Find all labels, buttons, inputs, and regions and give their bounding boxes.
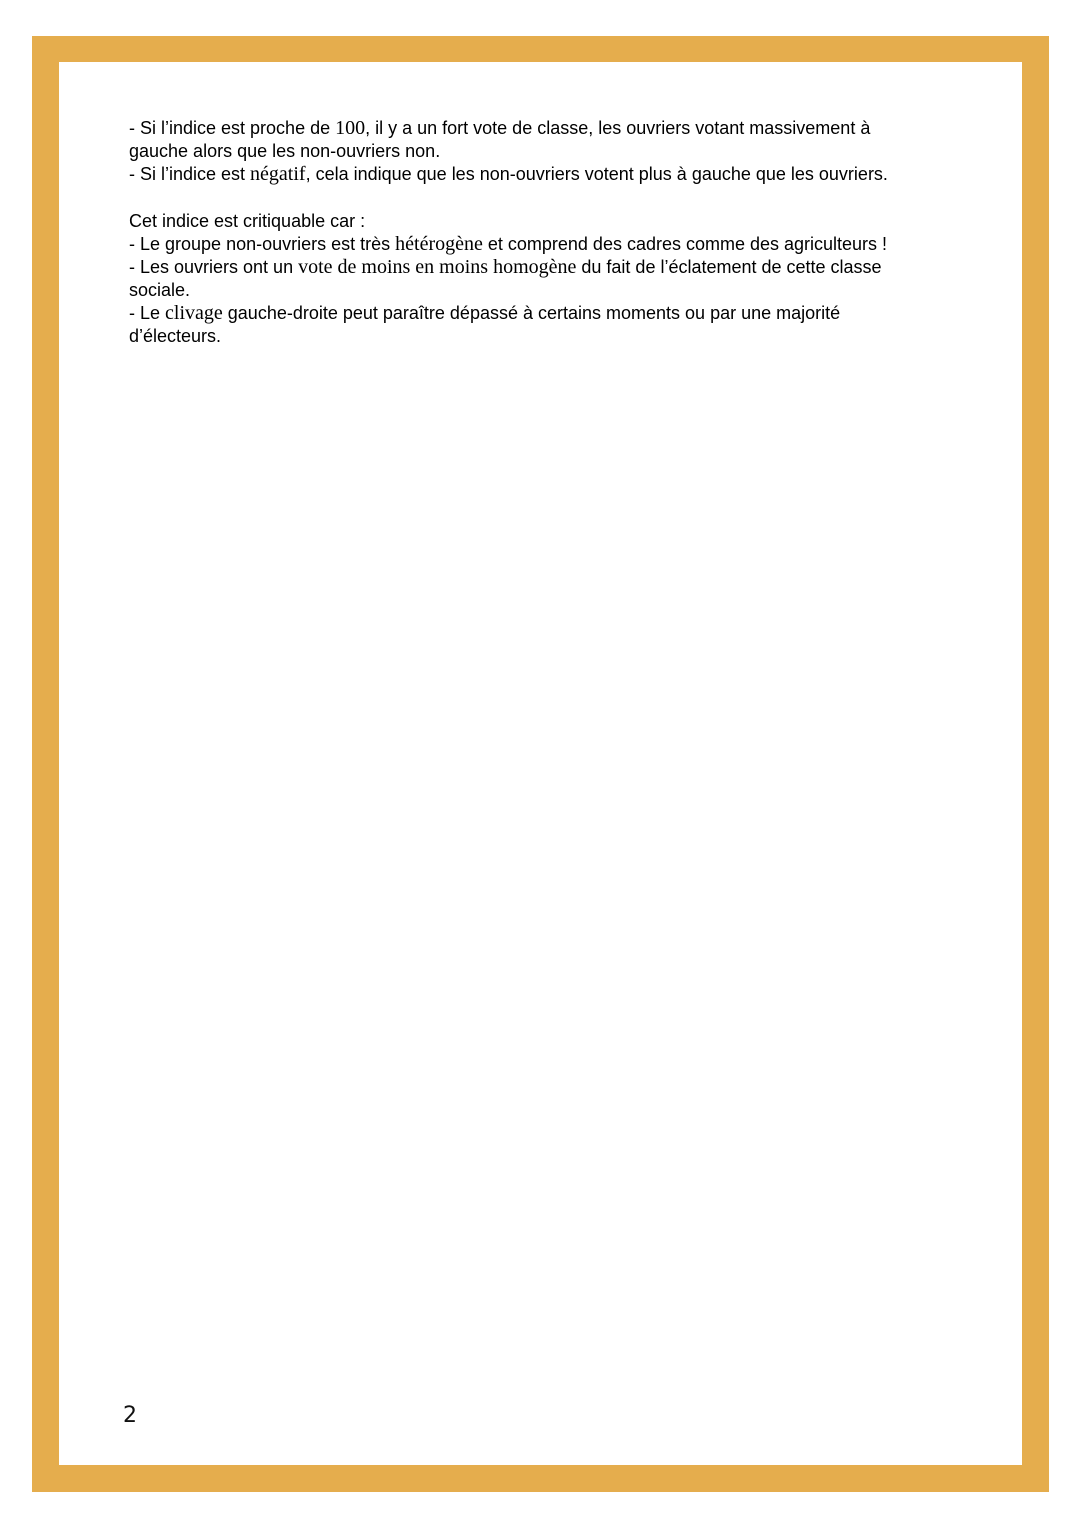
text-run: - Le groupe non-ouvriers est très bbox=[129, 234, 396, 254]
text-run: et comprend des cadres comme des agriculteurs ! bbox=[482, 234, 888, 254]
text-run: - Si l’indice est bbox=[129, 164, 251, 184]
text-run-serif: 100 bbox=[335, 117, 366, 139]
list-item bbox=[129, 256, 959, 279]
paragraph-line: Cet indice est critiquable car : bbox=[129, 211, 366, 231]
text-run: - Les ouvriers ont un bbox=[129, 257, 299, 277]
text-run: , cela indique que les non-ouvriers votent plus à gauche que les ouvriers. bbox=[305, 164, 888, 184]
document-body bbox=[129, 117, 959, 348]
page-number: 2 bbox=[123, 1403, 137, 1428]
list-item-continuation: sociale. bbox=[129, 280, 191, 300]
text-run-serif: vote de moins en moins homogène bbox=[298, 256, 577, 278]
list-item bbox=[129, 302, 959, 325]
text-run-serif: hétérogène bbox=[395, 233, 483, 255]
text-run-serif: négatif bbox=[250, 163, 306, 185]
paragraph-line bbox=[129, 163, 959, 186]
text-run: - Le bbox=[129, 303, 166, 323]
text-run: - Si l’indice est proche de bbox=[129, 118, 336, 138]
list-item bbox=[129, 233, 959, 256]
text-run: , il y a un fort vote de classe, les ouvriers votant massivement à bbox=[365, 118, 871, 138]
text-run-serif: clivage bbox=[165, 302, 223, 324]
text-run: du fait de l’éclatement de cette classe bbox=[576, 257, 882, 277]
paragraph-line: gauche alors que les non-ouvriers non. bbox=[129, 141, 441, 161]
paragraph-gap bbox=[129, 186, 959, 210]
text-run: gauche-droite peut paraître dépassé à certains moments ou par une majorité bbox=[222, 303, 841, 323]
list-item-continuation: d’électeurs. bbox=[129, 326, 222, 346]
paragraph-line bbox=[129, 117, 959, 140]
